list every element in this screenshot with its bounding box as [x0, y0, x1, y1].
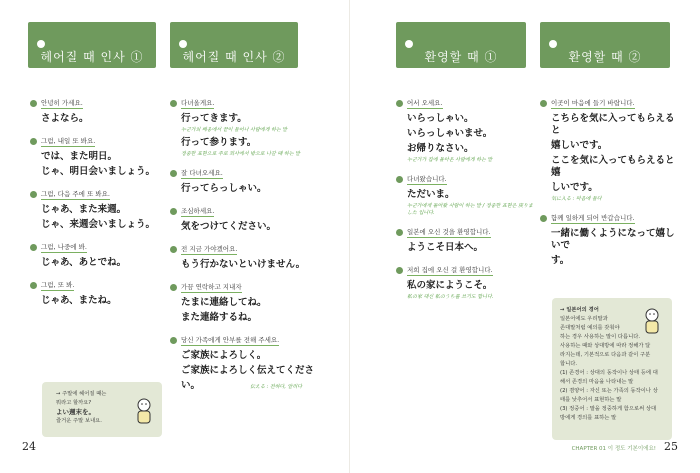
- korean-phrase: 함께 일하게 되어 반갑습니다.: [551, 214, 635, 222]
- bullet-icon: [170, 100, 177, 107]
- phrase-item: [396, 227, 536, 254]
- japanese-phrase: いらっしゃい。: [407, 113, 474, 124]
- japanese-phrase: さよなら。: [41, 113, 89, 124]
- japanese-phrase: しいです。: [551, 182, 598, 193]
- japanese-phrase: 行ってらっしゃい。: [181, 183, 267, 194]
- tip-line: 존대말처럼 예의를 갖춰야: [560, 325, 620, 331]
- handwritten-note: 누군가가 집에 돌아온 사람에게 하는 말: [407, 157, 493, 163]
- korean-phrase: 저희 집에 오신 걸 환영합니다.: [407, 266, 493, 274]
- tip-line: → 주말에 헤어질 때는: [56, 391, 107, 397]
- korean-phrase: 다녀올게요.: [181, 99, 215, 107]
- chapter-label: CHAPTER 01 이 정도 기본이에요!: [571, 446, 656, 452]
- phrase-item: [30, 136, 165, 178]
- welcome-list-2: [540, 98, 680, 278]
- japanese-phrase: ご家族によろしく伝えてくださ: [181, 365, 315, 376]
- handwritten-note: 気に入る : 마음에 들다: [551, 196, 602, 202]
- section-title: 헤어질 때 인사 ①: [40, 50, 144, 64]
- korean-phrase: 다녀왔습니다.: [407, 175, 447, 183]
- tip-line: 뭐라고 할까요?: [56, 400, 92, 406]
- tip-text: [560, 306, 668, 423]
- farewell-list-2: [170, 98, 340, 406]
- japanese-phrase: ご家族によろしく。: [181, 350, 267, 361]
- section-title: 환영할 때 ②: [568, 50, 642, 64]
- bullet-icon: [540, 215, 547, 222]
- section-tab-farewell-2: [170, 22, 298, 68]
- handwritten-note: 누군가에게 돌아왔 사람이 하는 말 / 정중한 표현은 戻りました 입니다.: [407, 203, 534, 216]
- japanese-phrase: じゃ、来週会いましょう。: [41, 219, 156, 230]
- phrase-item: [396, 98, 536, 163]
- korean-phrase: 어서 오세요.: [407, 99, 443, 107]
- bullet-icon: [170, 284, 177, 291]
- tab-dot-icon: [549, 40, 557, 48]
- tip-box: [42, 382, 162, 437]
- bullet-icon: [396, 176, 403, 183]
- phrase-item: [30, 280, 165, 307]
- handwritten-note: 伝える : 전하다, 알리다: [250, 384, 303, 390]
- tip-line: (2) 겸양어 : 자신 또는 가족의 동작이나 상: [560, 388, 658, 394]
- korean-phrase: 가끔 연락하고 지내자: [181, 283, 242, 291]
- korean-phrase: 당신 가족에게 안부를 전해 주세요.: [181, 336, 280, 344]
- right-page: [350, 0, 700, 473]
- bullet-icon: [170, 337, 177, 344]
- mascot-icon: [132, 396, 156, 426]
- tab-dot-icon: [405, 40, 413, 48]
- tip-line: 사용하는 때와 상대방에 따라 정해가 달: [560, 343, 651, 349]
- bullet-icon: [30, 100, 37, 107]
- japanese-phrase: こちらを気に入ってもらえると: [551, 113, 675, 136]
- handwritten-note: 정중한 표현으로 주로 회사에서 밖으로 나갈 때 하는 말: [181, 151, 300, 157]
- phrase-item: [30, 98, 165, 125]
- bullet-icon: [540, 100, 547, 107]
- bullet-icon: [170, 170, 177, 177]
- handwritten-note: 누군가의 배웅에서 끝이 들어나 사람에게 하는 말: [181, 127, 288, 133]
- phrase-item: [170, 168, 340, 195]
- japanese-phrase: じゃ、明日会いましょう。: [41, 166, 156, 177]
- phrase-item: [170, 282, 340, 324]
- tab-dot-icon: [37, 40, 45, 48]
- page-number: 24: [22, 440, 36, 453]
- japanese-phrase: 行ってきます。: [181, 113, 247, 124]
- bullet-icon: [396, 229, 403, 236]
- bullet-icon: [30, 282, 37, 289]
- japanese-phrase: 一緒に働くようになって嬉しいで: [551, 228, 675, 251]
- phrase-item: [170, 206, 340, 233]
- phrase-item: [540, 98, 680, 202]
- tip-line: (1) 존경어 : 상대의 동작이나 상태 등에 대: [560, 370, 658, 376]
- korean-phrase: 그럼, 내일 또 봐요.: [41, 137, 96, 145]
- japanese-phrase: じゃあ、またね。: [41, 295, 117, 306]
- tip-line: 방에게 경의를 표하는 말: [560, 415, 617, 421]
- bullet-icon: [170, 246, 177, 253]
- japanese-phrase: では、また明日。: [41, 151, 118, 162]
- tip-line: (3) 정중어 : 말을 정중하게 함으로써 상대: [560, 406, 657, 412]
- japanese-phrase: じゃあ、あとでね。: [41, 257, 127, 268]
- tip-line: 태를 낮추어서 표현하는 말: [560, 397, 622, 403]
- bullet-icon: [396, 267, 403, 274]
- tip-line: → 일본어의 경어: [560, 307, 599, 313]
- japanese-phrase: たまに連絡してね。: [181, 297, 267, 308]
- phrase-item: [30, 242, 165, 269]
- section-tab-welcome-2: [540, 22, 670, 68]
- welcome-list-1: [396, 98, 536, 311]
- phrase-item: [170, 335, 340, 395]
- tip-line: 하는 경우 사용하는 말이 다릅니다.: [560, 334, 641, 340]
- korean-phrase: 그럼, 나중에 봐.: [41, 243, 87, 251]
- phrase-item: [30, 189, 165, 231]
- tip-line: 해서 존경의 마음을 나타내는 말: [560, 379, 634, 385]
- bullet-icon: [30, 244, 37, 251]
- phrase-item: [396, 174, 536, 216]
- tip-line: よい週末を。: [56, 408, 95, 416]
- section-tab-welcome-1: [396, 22, 526, 68]
- tip-line: 일본어에도 우리말과: [560, 316, 608, 322]
- tip-text: [56, 390, 106, 426]
- japanese-phrase: 気をつけてください。: [181, 221, 277, 232]
- tip-line: 즐거운 주말 보내요.: [56, 418, 102, 424]
- phrase-item: [170, 98, 340, 133]
- korean-phrase: 그럼, 또 봐.: [41, 281, 75, 289]
- page-number: 25: [664, 440, 678, 453]
- tip-line: 라지는데, 기본적으로 다음과 같이 구분: [560, 352, 651, 358]
- korean-phrase: 일본에 오신 것을 환영합니다.: [407, 228, 491, 236]
- japanese-phrase: また連絡するね。: [181, 312, 258, 323]
- handwritten-note: 私の家 대신 私のうち를 쓰기도 합니다.: [407, 294, 494, 300]
- phrase-item: [396, 265, 536, 300]
- korean-phrase: 잘 다녀오세요.: [181, 169, 223, 177]
- section-tab-farewell-1: [28, 22, 156, 68]
- section-title: 환영할 때 ①: [424, 50, 498, 64]
- phrase-item: [170, 244, 340, 271]
- bullet-icon: [170, 208, 177, 215]
- japanese-phrase: ようこそ日本へ。: [407, 242, 484, 253]
- bullet-icon: [396, 100, 403, 107]
- japanese-phrase: もう行かないといけません。: [181, 259, 306, 270]
- japanese-phrase: お帰りなさい。: [407, 143, 474, 154]
- japanese-phrase: 嬉しいです。: [551, 140, 608, 151]
- korean-phrase: 그럼, 다음 주에 또 봐요.: [41, 190, 110, 198]
- japanese-phrase: 私の家にようこそ。: [407, 280, 493, 291]
- korean-phrase: 안녕히 가세요.: [41, 99, 83, 107]
- korean-phrase: 전 지금 가야겠어요.: [181, 245, 238, 253]
- tab-dot-icon: [179, 40, 187, 48]
- korean-phrase: 이곳이 마음에 들기 바랍니다.: [551, 99, 635, 107]
- japanese-phrase: いらっしゃいませ。: [407, 128, 493, 139]
- japanese-phrase: い。: [181, 380, 201, 391]
- bullet-icon: [30, 191, 37, 198]
- japanese-phrase: す。: [551, 255, 570, 266]
- section-title: 헤어질 때 인사 ②: [182, 50, 286, 64]
- tip-line: 합니다.: [560, 361, 578, 367]
- japanese-phrase: じゃあ、また来週。: [41, 204, 127, 215]
- japanese-phrase: ここを気に入ってもらえると嬉: [551, 155, 675, 178]
- bullet-icon: [30, 138, 37, 145]
- japanese-phrase: ただいま。: [407, 189, 455, 200]
- tip-box: [552, 298, 672, 440]
- phrase-item: [540, 213, 680, 267]
- farewell-list-1: [30, 98, 165, 318]
- korean-phrase: 조심하세요.: [181, 207, 215, 215]
- japanese-phrase: 行って参ります。: [181, 137, 257, 148]
- phrase-item: [170, 137, 340, 157]
